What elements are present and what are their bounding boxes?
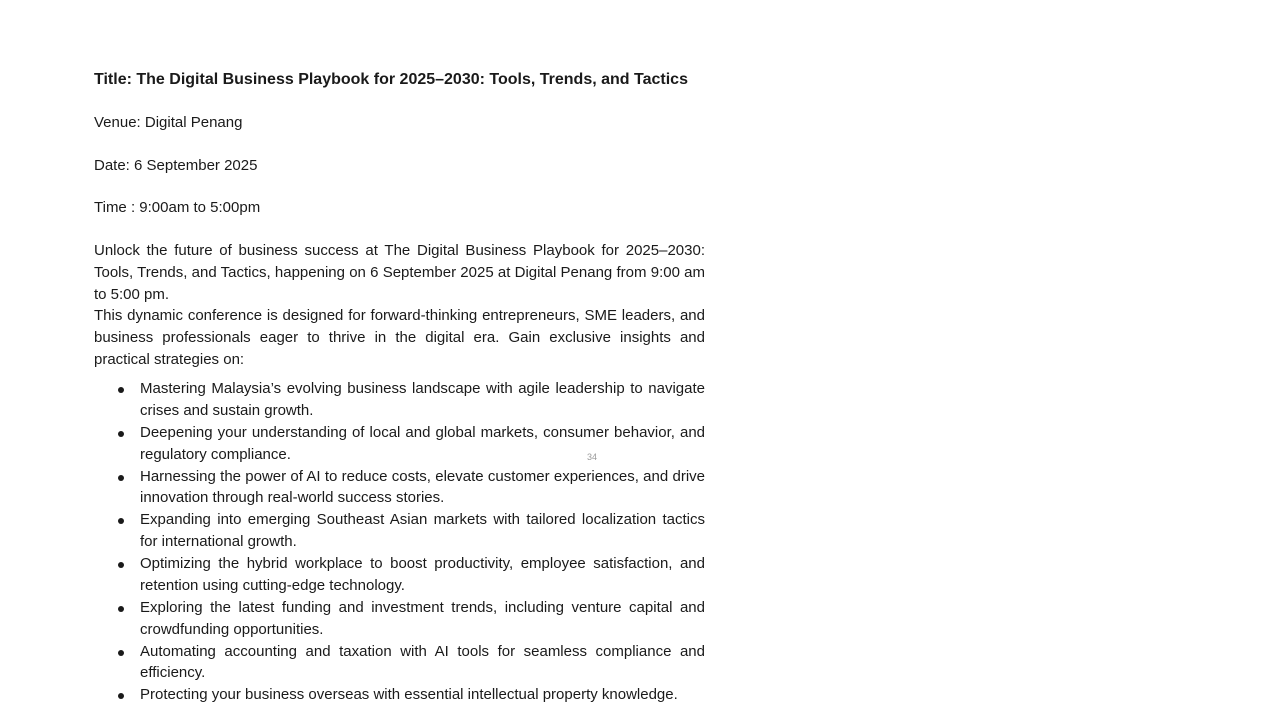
list-item bbox=[94, 684, 705, 706]
list-item-text: Deepening your understanding of local and global markets, consumer behavior, and regulatory compliance. bbox=[140, 424, 705, 463]
document-content bbox=[94, 69, 705, 706]
bullet-icon bbox=[118, 518, 124, 524]
list-item-text: Automating accounting and taxation with AI tools for seamless compliance and efficiency. bbox=[140, 642, 705, 682]
list-item bbox=[94, 597, 705, 640]
document-title: Title: The Digital Business Playbook for 2025–2030: Tools, Trends, and Tactics bbox=[94, 71, 688, 88]
bullet-icon bbox=[118, 562, 124, 568]
list-item bbox=[94, 641, 705, 684]
bullet-icon bbox=[118, 606, 124, 612]
list-item-text: Expanding into emerging Southeast Asian markets with tailored localization tactics for international growth. bbox=[140, 511, 705, 551]
page-number: 34 bbox=[587, 452, 598, 462]
list-item bbox=[94, 466, 705, 509]
bullet-icon bbox=[118, 650, 124, 656]
intro-paragraph: Unlock the future of business success at The Digital Business Playbook for 2025–2030: Tools, Trends, and Tactics, happening on 6 September 2025 at Digital Penang from 9:00 am to 5:00 pm. bbox=[94, 242, 705, 303]
bullet-icon bbox=[118, 387, 124, 393]
list-item-text: Exploring the latest funding and investment trends, including venture capital and crowdfunding opportunities. bbox=[140, 598, 705, 638]
venue-line: Venue: Digital Penang bbox=[94, 114, 243, 131]
list-item bbox=[94, 378, 705, 421]
second-paragraph: This dynamic conference is designed for forward-thinking entrepreneurs, SME leaders, and business professionals eager to thrive in the digital era. Gain exclusive insights and practical strategies on: bbox=[94, 307, 705, 368]
bullet-icon bbox=[118, 431, 124, 437]
list-item-text: Mastering Malaysia’s evolving business landscape with agile leadership to navigate crises and sustain growth. bbox=[140, 380, 705, 420]
date-line: Date: 6 September 2025 bbox=[94, 156, 258, 174]
list-item bbox=[94, 553, 705, 596]
list-item-text: Harnessing the power of AI to reduce costs, elevate customer experiences, and drive innovation through real-world success stories. bbox=[140, 467, 705, 507]
bullet-icon bbox=[118, 475, 124, 481]
bullet-icon bbox=[118, 693, 124, 699]
time-line: Time : 9:00am to 5:00pm bbox=[94, 199, 261, 217]
topic-list bbox=[94, 378, 705, 706]
list-item-text: Protecting your business overseas with essential intellectual property knowledge. bbox=[140, 686, 678, 704]
list-item-text: Optimizing the hybrid workplace to boost productivity, employee satisfaction, and retention using cutting-edge technology. bbox=[140, 555, 705, 594]
list-item bbox=[94, 509, 705, 552]
list-item bbox=[94, 422, 705, 465]
